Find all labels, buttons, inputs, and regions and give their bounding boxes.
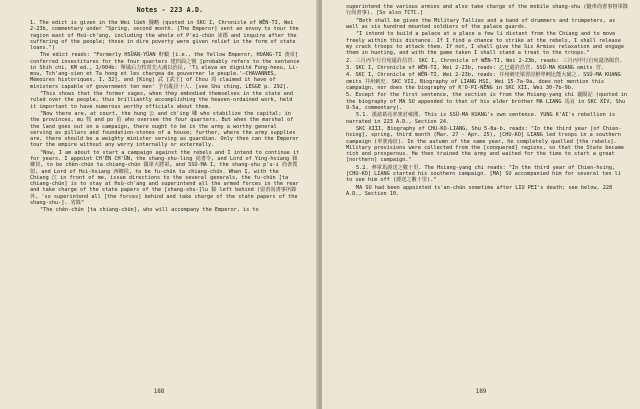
note-paragraph: 2. 三月丙午行自宛還許昌宮. SKC I, Chronicle of WÊN-TI, Wei 2-23b, reads: 三月丙申行自宛還洛陽宮. — [346, 57, 623, 64]
left-page-text — [30, 20, 300, 215]
paragraph: "This shows that the former sages, when they embodied themselves in the state and ruled over the people, thus brilliantly accomplishing the heaven-ordained work, held it important to have numerous worthy officials about them. — [30, 91, 293, 110]
paragraph: 1. The edict is given in the Wei lüeh 魏略 (quoted in SKC I, Chronicle of WÊN-TI, Wei 2-23b, commentary under "Spring, second month. [The Emperor] sent an envoy to tour the region east of Hsü-ch'ang, including the whole of P'ei-chün 沛郡 and inquire after the suffering of the people; those in dire poverty were given relief in the form of state loans.") — [30, 20, 299, 51]
note-paragraph: 3. SKC I, Chronicle of WÊN-TI, Wei 2-23b, reads: 乙巳還許昌宮. SSŬ-MA KUANG omits 宮. — [346, 65, 605, 71]
paragraph: "Now, I am about to start a campaign against the rebels and I intend to continue it for years. I appoint CH'ÊN CH'ÜN, the shang-shu-ling 尚書令, and Lord of Ying-hsiang 穎鄉侯, to be chên-chün ta chiang-chün 鎮軍大將軍, and SSŬ-MA I, the shang-shu p'u-i 尚書僕射, and Lord of Hsi-hsiang 西鄉侯, to be fu-chün ta chiang-chün. When I, with the Chiang 江 in front of me, issue directions to the several generals, the fu-chün [ta chiang-chün] is to stay at Hsü-ch'ang and superintend all the armed forces in the rear and take charge of the state papers of the [shang-shu-]lu 錄 left behind (留者尚書事所錄外, 'so superintend all [the forces] behind and take charge of the state papers of the shang-shu-]. 省錄" — [30, 149, 300, 206]
paragraph: The edict reads: "Formerly HSÜAN-YÜAN 軒轅 [i.e., the Yellow Emperor, HUANG-TI 黃帝] conferred investitures for the four quarters 建四面之號 [probably refers to the sentence in Shih chi, KM ed., 1/004b: 舉風后力牧常先大鴻以治民, 'Ti eleva en dignité Fong-heou, Li-mou, Tch'ang-sien et Ta hong et les chargea de gouverner le peuple.'—CHAVANNES, Mémoires historiques, I, 32], and [King] 武 [武王] of Chou 周 claimed it have of ministers capable of government ten men' 予有亂臣十人. [see Shu ching, LEGGE p. 292]. — [30, 52, 300, 90]
note-paragraph: 5.2. 參軍馬謖送之數十里. The Hsiang-yang chi reads: "In the third year of Chien-hsing, [CHU-KO] LIANG started his southern campaign. [MA] SU accompanied him for several ten li to see him off (謖送之數十里)." — [346, 164, 621, 184]
paragraph: "The chên-chün [ta chiang-chün], who will accompany the Emperor, is to — [40, 207, 259, 214]
note-paragraph: 5.1. 漢諸葛亮率衆討雍闓. This is SSŬ-MA KUANG's own sentence. YUNG K'AI's rebellion is narrated in 223 A.D., Section 24. — [346, 112, 616, 125]
paragraph: SKC XIII, Biography of CHU-KO-LIANG, Shu 5-8a-b, reads: "In the third year [of Chien-hsing], spring, third month (Mar. 27 - Apr. 25), [CHU-KO] LIANG led troops in a southern campaign (率衆南征). In the autumn of the same year, he completely quelled [the rebels]. Military provisions were collected from the [conquered] regions, so that the State became rich and prosperous. He then trained the army and waited for the time to start a great [northern] campaign." — [346, 126, 624, 164]
running-header: Notes - 223 A.D. — [136, 6, 204, 14]
page-number: 188 — [153, 388, 165, 395]
left-page — [0, 0, 318, 409]
paragraph: MA SU had been appointed ts'an-chün sometime after LIU PEI's death; see below, 228 A.D., Section 10. — [346, 184, 613, 197]
right-page-text — [346, 4, 630, 198]
paragraph: "Both shall be given the Military Tallies and a band of drummers and trumpeters, as well as six hundred mounted soldiers of the palace guards. — [346, 17, 616, 30]
right-page — [322, 0, 640, 409]
paragraph: superintend the various armies and also take charge of the mobile shang-shu (隨車尚書事督軍錄行尚書事). [So also TCTC.] — [346, 4, 628, 17]
note-paragraph: 4. SKC I, Chronicle of WÊN-TI, Wei 2-23b, reads: 井州刺史梁習討鮮卑軻比能大破之. SSŬ-MA KUANG omits 井州刺史. SKC VII, Biography of LIANG HSI, Wei 15-7a-9a, does not mention this campaign, nor does the biography of K'O-PI-NÊNG in SKC XII, Wei 30-7b-9b. — [346, 72, 621, 91]
note-paragraph: 5. Except for the first sentence, the section is from the Hsiang-yang chi 襄陽記 (quoted in the biography of MA SU appended to that of his elder brother MA LIANG 馬良 in SKC XIV, Shu 9-5a, commentary). — [346, 92, 628, 111]
paragraph: "I intend to build a palace at a place a few li distant from the Chiang and to move freely within this distance. If I find a chance to strike at the rebels, I shall release my crack troops to attack them. If not, I shall give the Six Armies relaxation and engage them in hunting, and with the game taken I shall stand a treat to the troops." — [346, 31, 624, 57]
paragraph: "Now there are, at court, the hung 公 and ch'ing 卿 who stabilize the capital; in the provinces, mu 牧 and po 伯 who oversee the four quarters. But when the marshal of the land goes out on a campaign, there ought to be in the army a worthy general serving as pillars and foundation-stones of a house; further, where the army supplies are, there should be a weighty minister serving as guardian. Only then can the Emperor tour the empire without any worry internally or externally. — [30, 111, 299, 149]
page-number: 189 — [475, 388, 487, 395]
